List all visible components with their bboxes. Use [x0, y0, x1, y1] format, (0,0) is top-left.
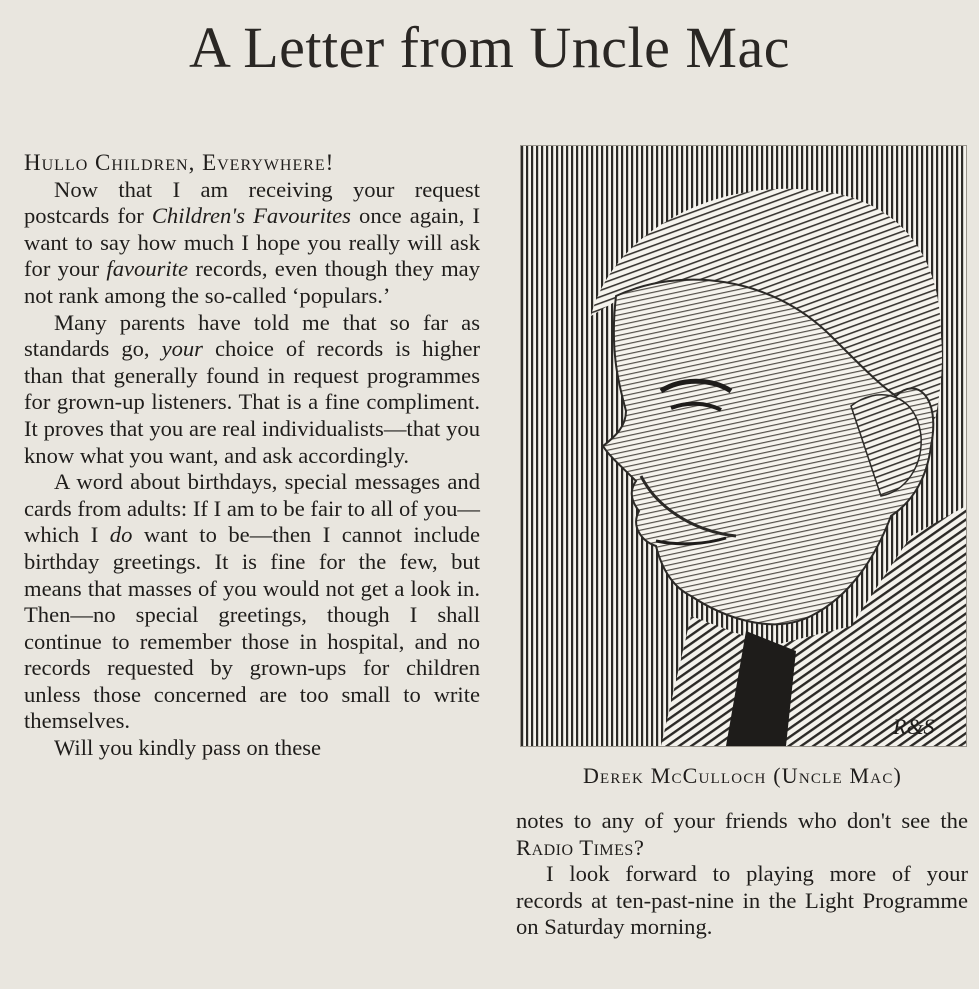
- paragraph-2-text-b: choice of records is higher than that generally found in request programmes for grown-up listeners. That is a fine compliment. It proves that you are real individualists—that you know what you want, and ask accordingly.: [24, 336, 480, 468]
- right-paragraph-2: I look forward to playing more of your records at ten-past-nine in the Light Programme on Saturday morning.: [516, 861, 968, 940]
- left-column: [24, 150, 480, 762]
- right-paragraph-1: [516, 808, 968, 861]
- paragraph-3-text-a: A word about birthdays, special messages and cards from adults: If I am to be fair to all of you—which I: [24, 469, 480, 548]
- paragraph-3-text-b: want to be—then I cannot include birthday greetings. It is fine for the few, but means that masses of you would not get a look in. Then—no special greetings, though I shall continue to remember those in hospital, and no records requested by grown-ups for children unless those concerned are too small to write themselves.: [24, 522, 480, 734]
- portrait-image: [520, 145, 967, 747]
- paragraph-1-text-a: Now that I am receiving your request postcards for: [24, 176, 480, 229]
- right-paragraph-1-text-b: ?: [633, 834, 644, 860]
- article-title: A Letter from Uncle Mac: [189, 15, 790, 80]
- paragraph-3-emphasis: do: [109, 522, 133, 548]
- paragraph-4: Will you kindly pass on these: [54, 735, 322, 761]
- paragraph-3: [24, 469, 480, 735]
- right-paragraph-1-text-a: notes to any of your friends who don't see the: [516, 808, 968, 833]
- publication-name: Radio Times: [516, 834, 634, 860]
- paragraph-1-text-c: records, even though they may not rank among the so-called ‘populars.’: [24, 256, 480, 308]
- portrait-caption: Derek McCulloch (Uncle Mac): [582, 763, 903, 788]
- paragraph-2-emphasis: your: [161, 336, 203, 362]
- artist-signature: R&S: [893, 714, 935, 739]
- paragraph-1: [24, 177, 480, 310]
- salutation: Hullo Children, Everywhere!: [24, 150, 335, 175]
- paragraph-2: [24, 310, 480, 470]
- paragraph-1-programme-title: Children's Favourites: [151, 203, 351, 229]
- paragraph-1-emphasis: favourite: [106, 256, 188, 282]
- paragraph-2-text-a: Many parents have told me that so far as standards go,: [24, 309, 480, 362]
- paragraph-1-text-b: once again, I want to say how much I hope you really will ask for your: [24, 203, 480, 282]
- portrait-engraving: [521, 146, 966, 746]
- right-column: [516, 808, 968, 941]
